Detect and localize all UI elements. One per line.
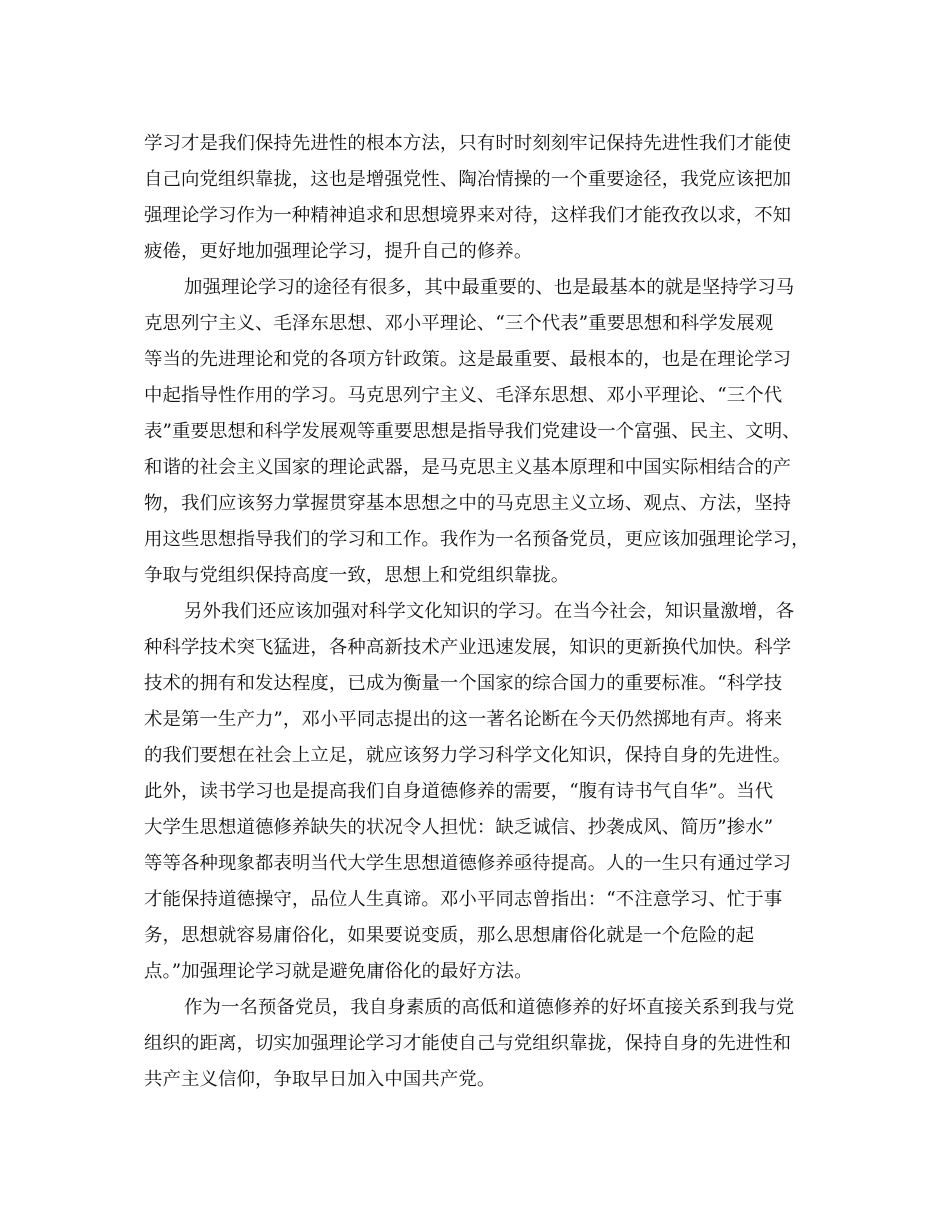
text-line: 争取与党组织保持高度一致，思想上和党组织靠拢。 [144, 565, 570, 586]
text-line: 才能保持道德操守，品位人生真谛。邓小平同志曾指出：“不注意学习、忙于事 [144, 889, 783, 910]
text-line: 物，我们应该努力掌握贯穿基本思想之中的马克思主义立场、观点、方法，坚持 [144, 493, 792, 514]
text-line: 克思列宁主义、毛泽东思想、邓小平理论、“三个代表”重要思想和科学发展观 [144, 313, 774, 334]
text-line: 术是第一生产力”，邓小平同志提出的这一著名论断在今天仍然掷地有声。将来 [144, 709, 783, 730]
text-line: 务，思想就容易庸俗化，如果要说变质，那么思想庸俗化就是一个危险的起 [144, 925, 755, 946]
paragraph-start-line: 作为一名预备党员，我自身素质的高低和道德修养的好坏直接关系到我与党 [184, 997, 795, 1018]
text-line: 自己向党组织靠拢，这也是增强党性、陶冶情操的一个重要途径，我党应该把加 [144, 169, 792, 190]
text-line: 疲倦，更好地加强理论学习，提升自己的修养。 [144, 241, 533, 262]
text-line: 和谐的社会主义国家的理论武器，是马克思主义基本原理和中国实际相结合的产 [144, 457, 792, 478]
text-line: 点。”加强理论学习就是避免庸俗化的最好方法。 [144, 961, 533, 982]
text-line: 等当的先进理论和党的各项方针政策。这是最重要、最根本的，也是在理论学习 [144, 349, 792, 370]
text-line: 中起指导性作用的学习。马克思列宁主义、毛泽东思想、邓小平理论、“三个代 [144, 385, 783, 406]
text-line: 此外，读书学习也是提高我们自身道德修养的需要，“腹有诗书气自华”。当代 [144, 781, 774, 802]
paragraph-start-line: 加强理论学习的途径有很多，其中最重要的、也是最基本的就是坚持学习马 [184, 277, 795, 298]
text-line: 强理论学习作为一种精神追求和思想境界来对待，这样我们才能孜孜以求，不知 [144, 205, 792, 226]
text-line: 等等各种现象都表明当代大学生思想道德修养亟待提高。人的一生只有通过学习 [144, 853, 792, 874]
text-line: 大学生思想道德修养缺失的状况令人担忧：缺乏诚信、抄袭成风、简历”掺水” [144, 817, 774, 838]
text-line: 学习才是我们保持先进性的根本方法，只有时时刻刻牢记保持先进性我们才能使 [144, 133, 792, 154]
text-line: 组织的距离，切实加强理论学习才能使自己与党组织靠拢，保持自身的先进性和 [144, 1033, 792, 1054]
text-line: 用这些思想指导我们的学习和工作。我作为一名预备党员，更应该加强理论学习， [144, 529, 810, 550]
text-line: 表”重要思想和科学发展观等重要思想是指导我们党建设一个富强、民主、文明、 [144, 421, 801, 442]
text-line: 技术的拥有和发达程度，已成为衡量一个国家的综合国力的重要标准。“科学技 [144, 673, 783, 694]
text-line: 的我们要想在社会上立足，就应该努力学习科学文化知识，保持自身的先进性。 [144, 745, 792, 766]
text-line: 种科学技术突飞猛进，各种高新技术产业迅速发展，知识的更新换代加快。科学 [144, 637, 792, 658]
paragraph-start-line: 另外我们还应该加强对科学文化知识的学习。在当今社会，知识量激增，各 [184, 601, 795, 622]
text-line: 共产主义信仰，争取早日加入中国共产党。 [144, 1069, 496, 1090]
